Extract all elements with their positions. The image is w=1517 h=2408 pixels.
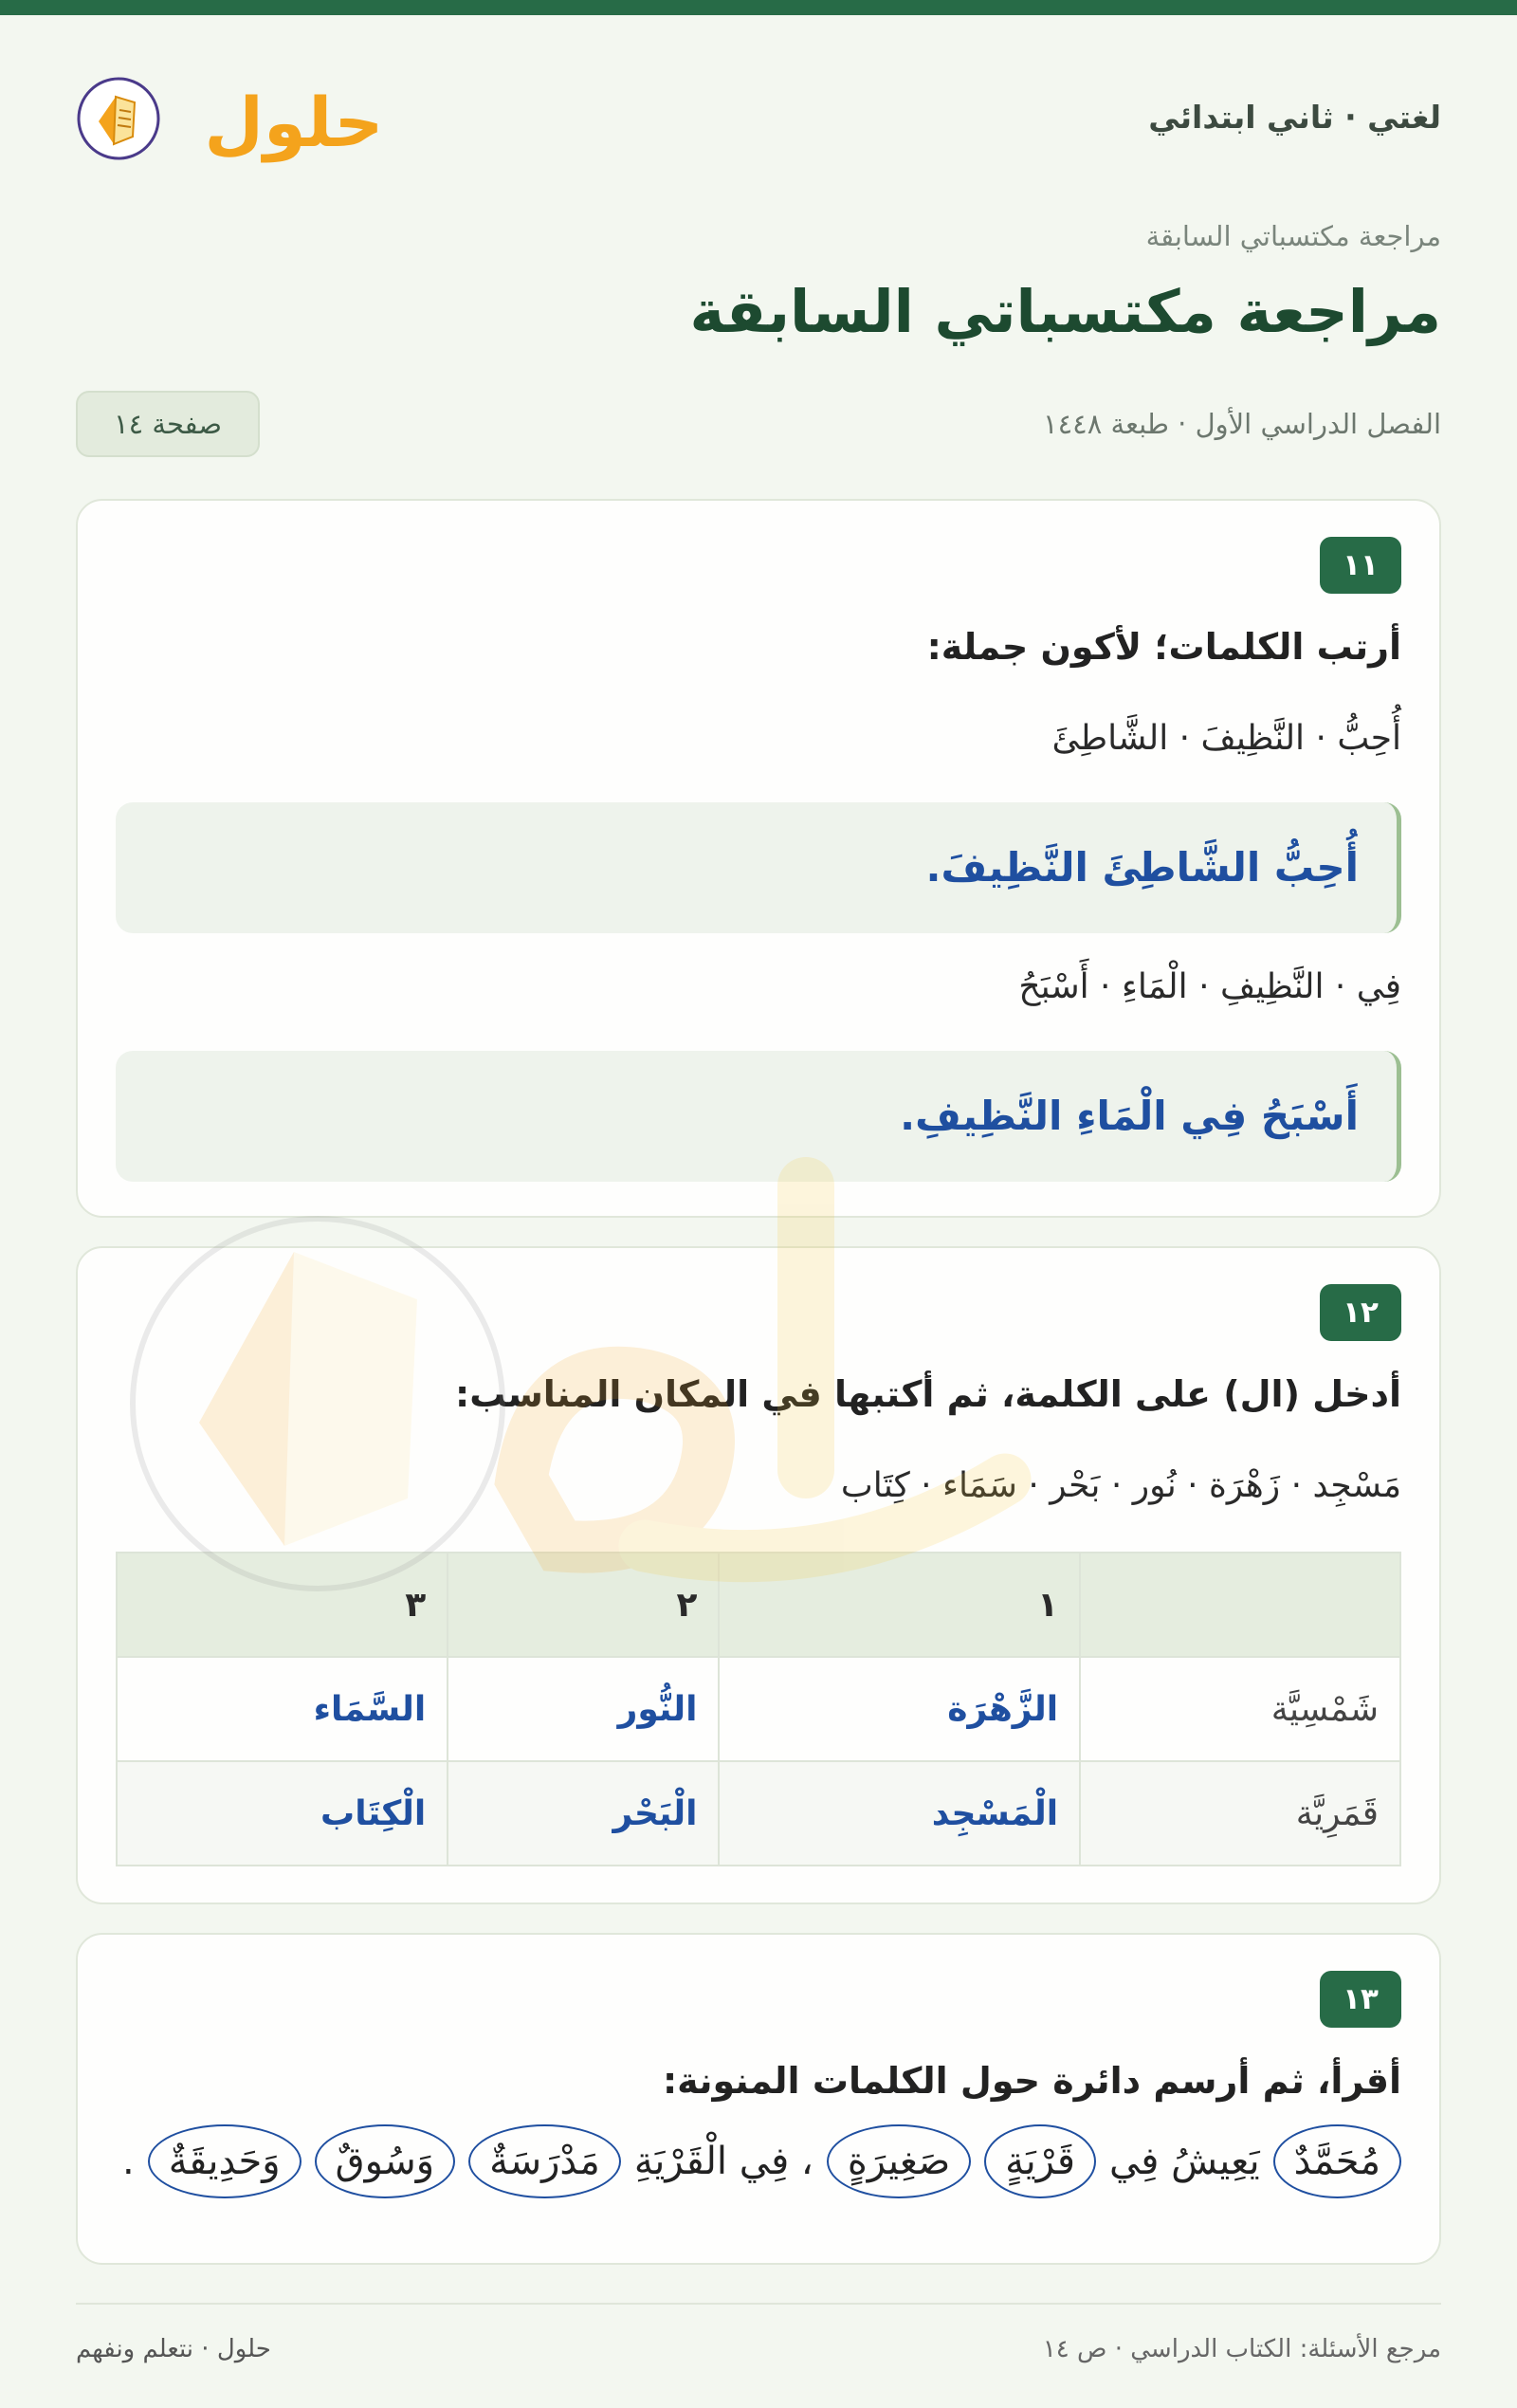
classification-table <box>116 1552 1401 1866</box>
edition-label: الفصل الدراسي الأول · طبعة ١٤٤٨ <box>1043 408 1441 440</box>
row-label: شَمْسِيَّة <box>1080 1657 1400 1761</box>
question-number: ١٢ <box>1320 1284 1401 1341</box>
question-instruction: أرتب الكلمات؛ لأكون جملة: <box>926 626 1401 668</box>
table-cell: الْكِتَاب <box>117 1761 448 1866</box>
circled-word: قَرْيَةٍ <box>984 2124 1096 2198</box>
answer-text: أُحِبُّ الشَّاطِئَ النَّظِيفَ. <box>925 844 1359 891</box>
answer-text: أَسْبَحُ فِي الْمَاءِ النَّظِيفِ. <box>900 1093 1359 1139</box>
top-accent-bar <box>0 0 1517 15</box>
sentence-text: ، فِي الْقَرْيَةِ <box>633 2140 813 2183</box>
table-cell: النُّور <box>448 1657 719 1761</box>
footer-divider <box>76 2303 1441 2305</box>
footer-brand[interactable]: حلول · نتعلم ونفهم <box>76 2335 271 2363</box>
table-header-cell: ٣ <box>117 1553 448 1657</box>
table-cell: الْمَسْجِد <box>719 1761 1080 1866</box>
table-cell: الزَّهْرَة <box>719 1657 1080 1761</box>
question-number: ١١ <box>1320 537 1401 594</box>
page-header <box>76 66 1441 171</box>
hulul-logo[interactable] <box>76 66 384 171</box>
table-cell: الْبَحْر <box>448 1761 719 1866</box>
table-header-cell: ١ <box>719 1553 1080 1657</box>
logo-text: حلول <box>204 83 384 162</box>
answer-box <box>116 802 1401 933</box>
circled-word: مَدْرَسَةٌ <box>468 2124 621 2198</box>
sentence-text: يَعِيشُ فِي <box>1108 2140 1260 2183</box>
answer-box <box>116 1051 1401 1182</box>
table-row <box>117 1657 1400 1761</box>
table-row <box>117 1761 1400 1866</box>
circled-word: وَسُوقٌ <box>315 2124 456 2198</box>
question-instruction: أدخل (ال) على الكلمة، ثم أكتبها في المكان المناسب: <box>455 1373 1401 1415</box>
question-card-13 <box>76 1933 1441 2265</box>
word-list: أُحِبُّ · النَّظِيفَ · الشَّاطِئَ <box>1051 719 1401 758</box>
table-header-row <box>117 1553 1400 1657</box>
circled-word: وَحَدِيقَةٌ <box>148 2124 302 2198</box>
table-cell: السَّمَاء <box>117 1657 448 1761</box>
subject-label: لغتي · ثاني ابتدائي <box>1148 99 1441 136</box>
table-header-cell <box>1080 1553 1400 1657</box>
circled-word: مُحَمَّدٌ <box>1273 2124 1401 2198</box>
circled-word: صَغِيرَةٍ <box>827 2124 971 2198</box>
sentence-text: . <box>122 2140 135 2183</box>
question-card-12 <box>76 1246 1441 1904</box>
word-list: فِي · النَّظِيفِ · الْمَاءِ · أَسْبَحُ <box>1018 967 1401 1006</box>
page-title: مراجعة مكتسباتي السابقة <box>689 277 1441 346</box>
footer-reference: مرجع الأسئلة: الكتاب الدراسي · ص ١٤ <box>1042 2335 1441 2363</box>
question-instruction: أقرأ، ثم أرسم دائرة حول الكلمات المنونة: <box>662 2060 1401 2102</box>
row-label: قَمَرِيَّة <box>1080 1761 1400 1866</box>
question-card-11 <box>76 499 1441 1218</box>
word-list: مَسْجِد · زَهْرَة · نُور · بَحْر · سَمَاء · كِتَاب <box>840 1466 1401 1505</box>
page-number-badge: صفحة ١٤ <box>76 391 260 457</box>
question-number: ١٣ <box>1320 1971 1401 2028</box>
table-header-cell: ٢ <box>448 1553 719 1657</box>
breadcrumb: مراجعة مكتسباتي السابقة <box>1145 220 1441 252</box>
tanween-sentence <box>122 2124 1401 2198</box>
